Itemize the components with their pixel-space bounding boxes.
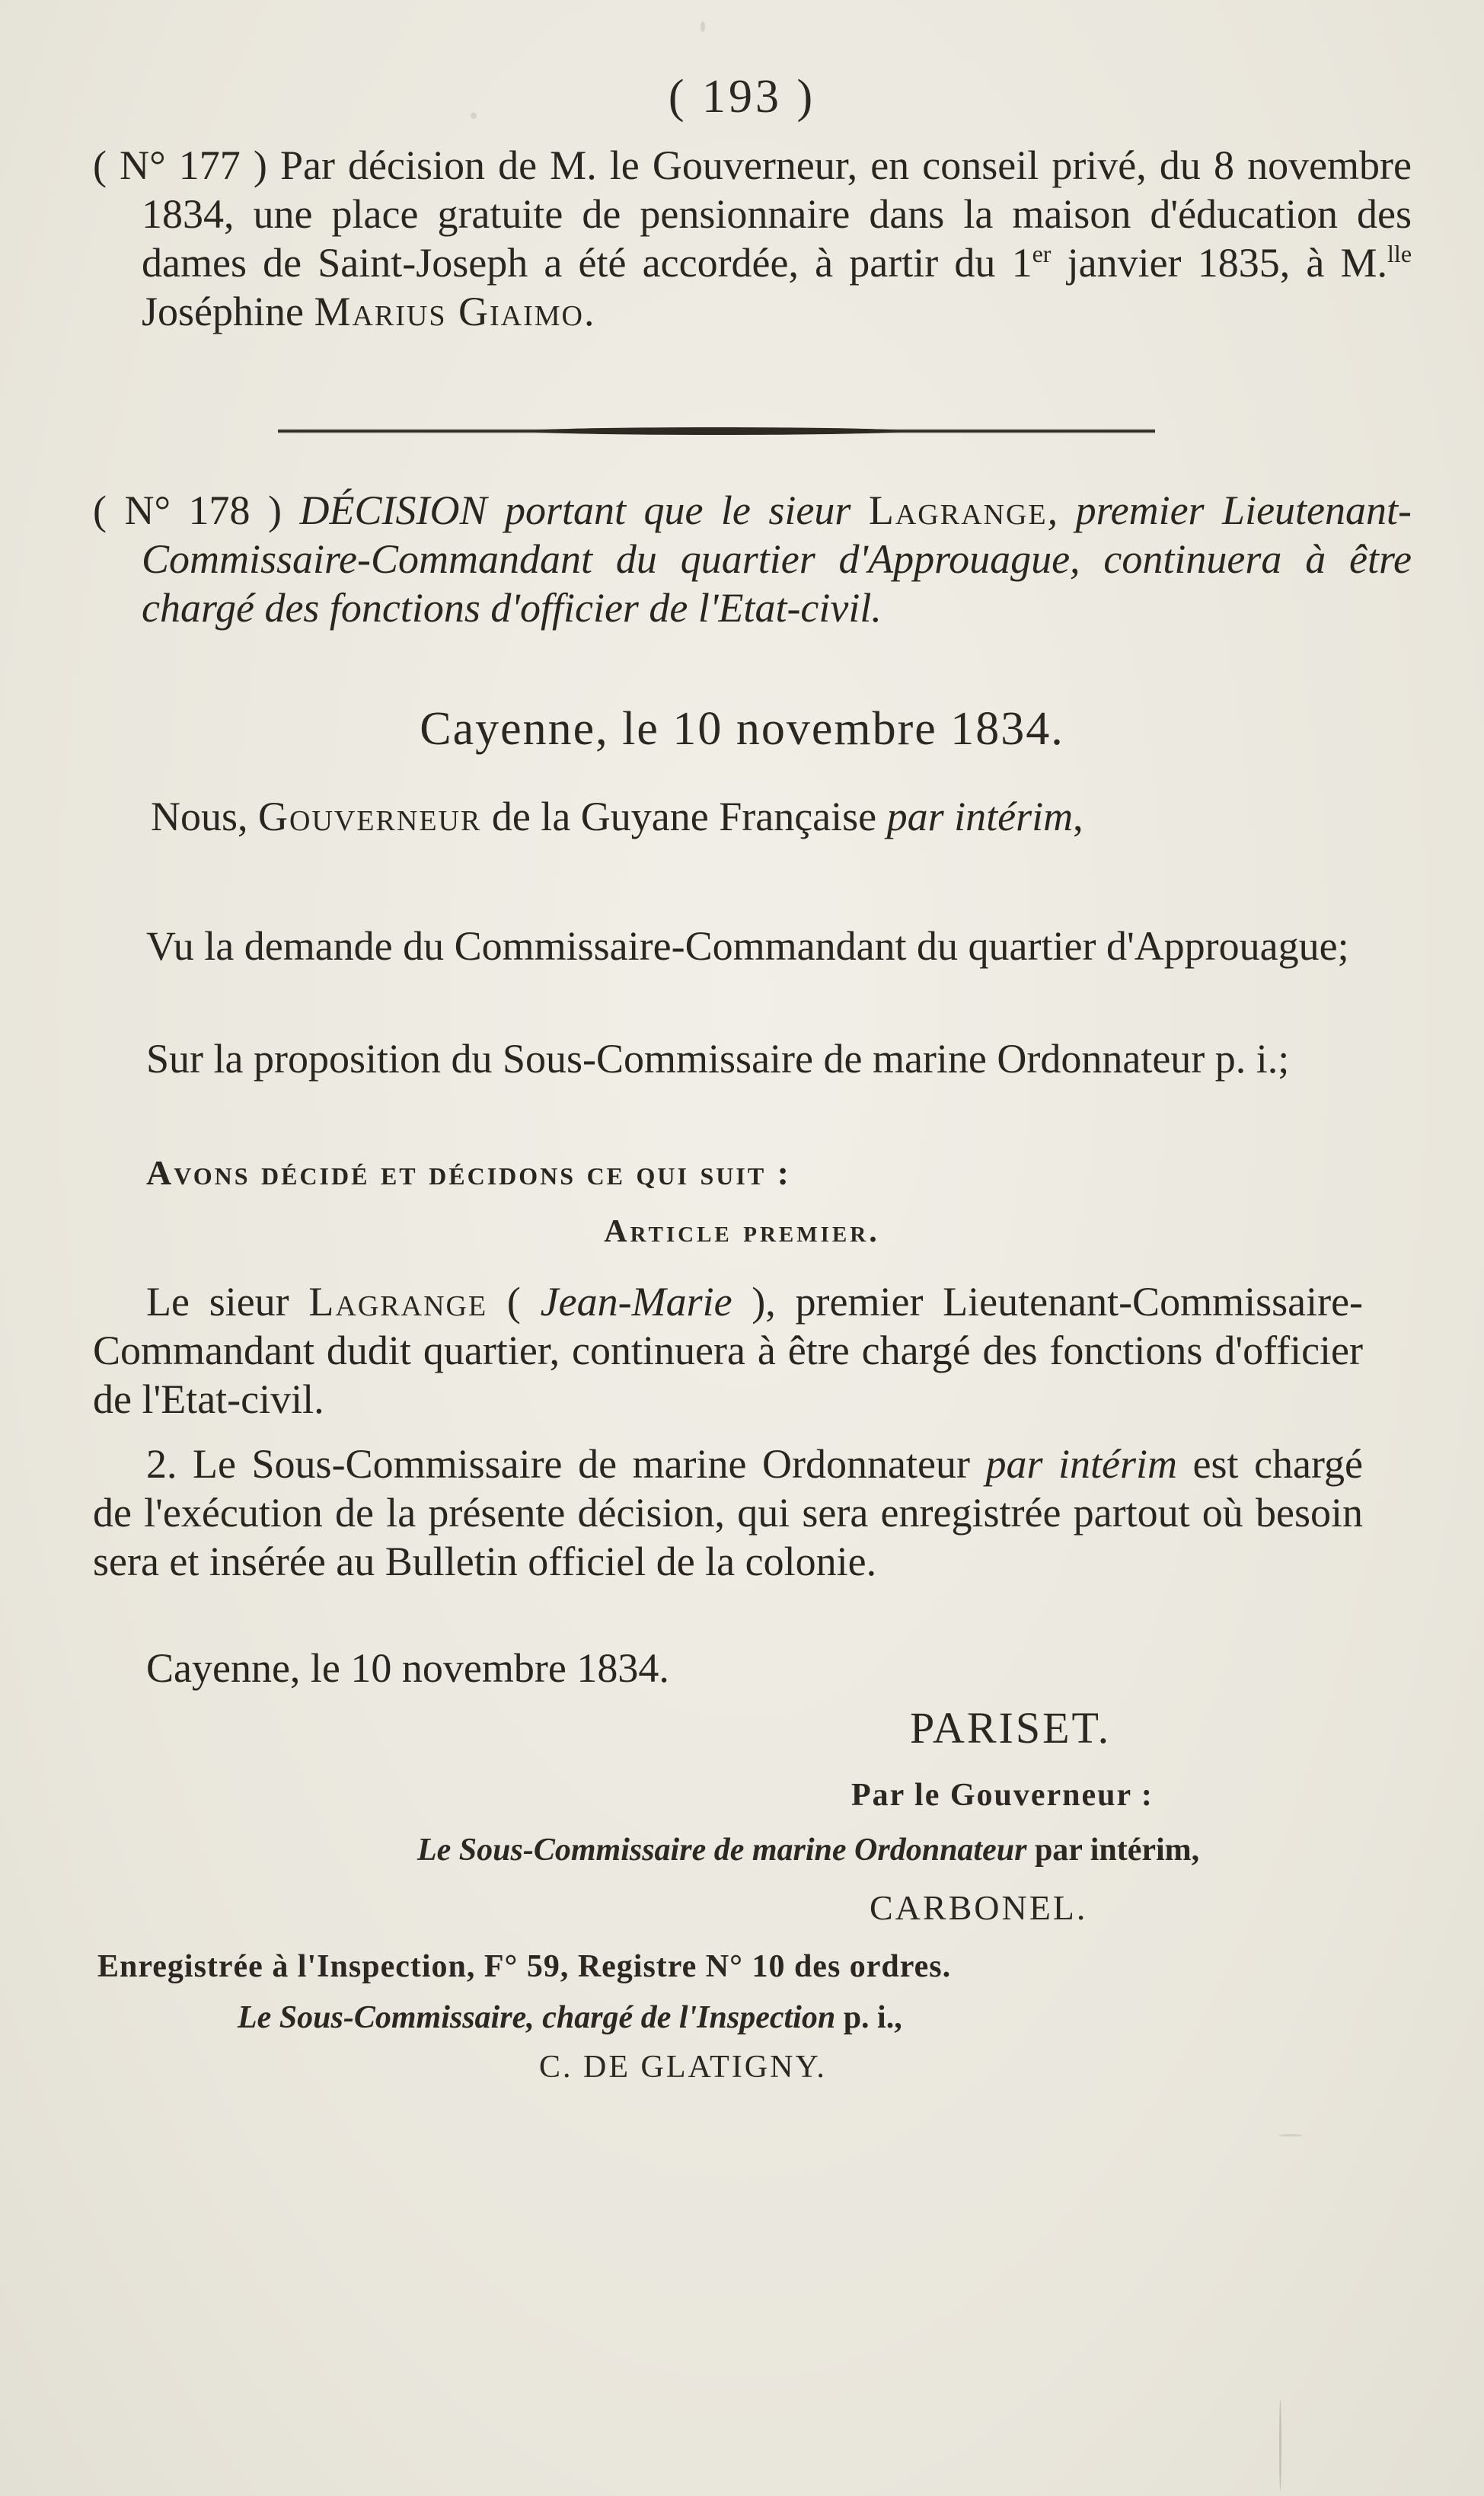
entry-177-sup2: lle <box>1387 240 1412 267</box>
nous-c: par intérim <box>886 794 1074 839</box>
art1-given: Jean-Marie <box>540 1279 732 1325</box>
paper-mark <box>1279 2134 1302 2136</box>
nous-title: Gouverneur <box>258 794 482 839</box>
entry-177 <box>93 141 1412 336</box>
art1-name: Lagrange <box>308 1279 488 1325</box>
entry-178 <box>93 486 1412 632</box>
entry-178-title-a: DÉCISION portant que le sieur <box>299 487 869 533</box>
section-divider <box>278 429 1155 433</box>
signature-carbonel: CARBONEL. <box>870 1888 1088 1927</box>
sous-commissaire-a: Le Sous-Commissaire de marine Ordonnateur <box>417 1833 1027 1868</box>
preamble-vu: Vu la demande du Commissaire-Commandant du quartier d'Approuague; <box>146 923 1349 969</box>
nous-a: Nous, <box>151 794 259 839</box>
sous-commissaire-b: par intérim, <box>1026 1833 1200 1868</box>
entry-178-number: ( N° 178 ) <box>93 487 282 533</box>
page-number: ( 193 ) <box>668 71 816 123</box>
entry-178-name: Lagrange <box>868 487 1048 533</box>
art1-b: ( <box>487 1279 541 1325</box>
paper-speck <box>701 21 705 32</box>
preamble-nous <box>93 792 1363 841</box>
paper-crease <box>1279 2399 1281 2491</box>
article-2 <box>93 1440 1363 1586</box>
registration-note: Enregistrée à l'Inspection, F° 59, Registre N° 10 des ordres. <box>97 1949 952 1984</box>
entry-177-text-a: Par décision de M. le Gouverneur, en conseil privé, du 8 novembre 1834, une place gratuite de pensionnaire dans la maison d'éducation des dames de Saint-Joseph a été accordée, à partir du 1 <box>142 142 1412 286</box>
preamble-avons: Avons décidé et décidons ce qui suit : <box>146 1153 791 1192</box>
entry-178-title-b: , premier Lieutenant-Commissaire-Commandant du quartier d'Approuague, continuera à être chargé des fonctions d'officier de l'Etat-civil. <box>142 487 1412 631</box>
entry-177-name: Marius Giaimo. <box>314 289 596 334</box>
inspection-b: p. i., <box>835 2000 902 2035</box>
entry-177-sup: er <box>1032 240 1052 267</box>
art1-c: ), premier Lieutenant-Commissaire-Commandant dudit quartier, continuera à être chargé des fonctions d'officier de l'Etat-civil. <box>93 1279 1364 1422</box>
dateline: Cayenne, le 10 novembre 1834. <box>420 703 1064 755</box>
closing-date: Cayenne, le 10 novembre 1834. <box>146 1645 669 1691</box>
entry-177-number: ( N° 177 ) <box>93 142 267 188</box>
entry-177-text-b: janvier 1835, à M. <box>1051 240 1388 286</box>
par-le-gouverneur: Par le Gouverneur : <box>851 1778 1154 1813</box>
inspection-line <box>238 1999 902 2036</box>
paper-speck <box>471 113 477 119</box>
entry-177-text-c: Joséphine <box>142 289 314 334</box>
sous-commissaire-line <box>417 1832 1199 1868</box>
signature-pariset: PARISET. <box>910 1703 1112 1753</box>
art2-c: est chargé de l'exécution de la présente décision, qui sera enregistrée partout où besoin sera et insérée au Bulletin officiel de la colonie. <box>93 1441 1363 1584</box>
article-1 <box>93 1277 1363 1424</box>
nous-b: de la Guyane Française <box>481 794 887 839</box>
nous-d: , <box>1073 794 1083 839</box>
inspection-a: Le Sous-Commissaire, chargé de l'Inspection <box>238 2000 836 2035</box>
art2-a: 2. Le Sous-Commissaire de marine Ordonnateur <box>146 1441 986 1487</box>
preamble-sur: Sur la proposition du Sous-Commissaire de marine Ordonnateur p. i.; <box>146 1036 1290 1082</box>
signature-glatigny: C. DE GLATIGNY. <box>539 2050 827 2085</box>
art2-b: par intérim <box>985 1441 1178 1487</box>
art1-a: Le sieur <box>146 1279 309 1325</box>
article-heading: Article premier. <box>604 1214 880 1249</box>
